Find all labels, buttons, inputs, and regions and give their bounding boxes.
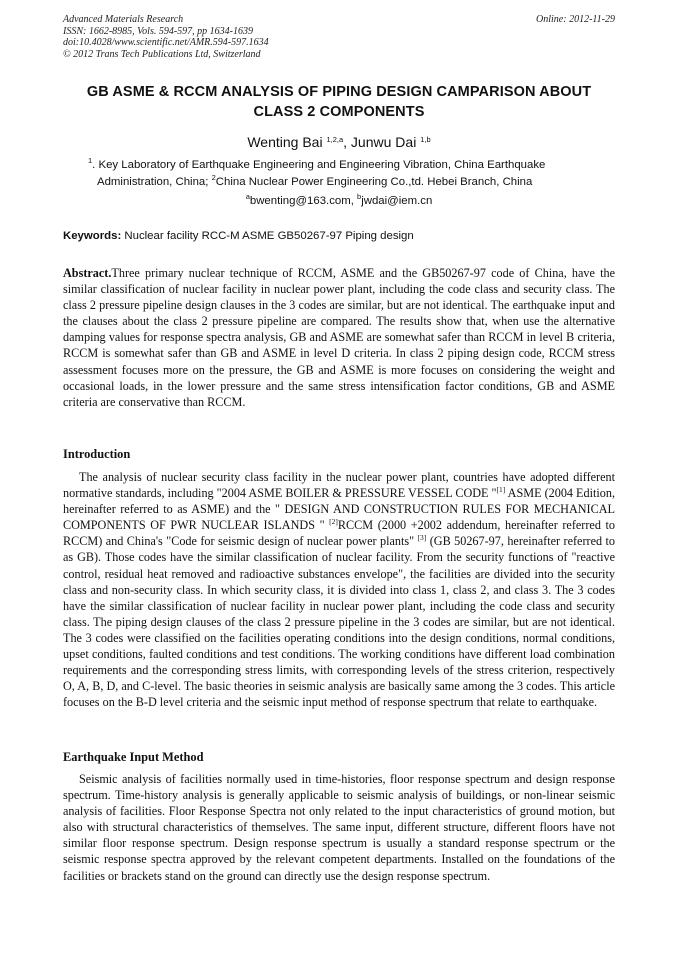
- author-emails: [58, 194, 620, 208]
- abstract-text: Three primary nuclear technique of RCCM, ASME and the GB50267-97 code of China, have the similar classification of nuclear facility in nuclear power plant, including the code class and security class. The class 2 pressure pipeline design clauses in the 3 codes are similar, but are not identical. The earthquake input and the clauses about the class 2 pressure pipeline are compared. The results show that, when use the alternative damping values for response spectra analysis, GB and ASME are somewhat safer than RCCM in level B criteria, RCCM is somewhat safer than GB and ASME in level D criteria. In class 2 piping design code, RCCM stress assessment focuses more on the pressure, the GB and ASME is more focuses on considering the weight and occasional loads, in the lower pressure and the same stress intensification factor conditions, GB and ASME criteria are conservative than RCCM.: [63, 266, 615, 409]
- affiliation-1-marker: 1: [88, 156, 93, 165]
- affiliation-line-2: [88, 174, 598, 191]
- journal-issn: ISSN: 1662-8985, Vols. 594-597, pp 1634-1639: [63, 25, 253, 37]
- affiliations: [88, 157, 598, 190]
- intro-text-2: ASME (2004 Edition, hereinafter referred to as ASME) and the " DESIGN AND CONSTRUCTION RULES FOR MECHANICAL COMPONENTS OF PWR NUCLEAR ISLANDS ": [63, 486, 615, 533]
- keywords: [63, 229, 615, 243]
- author-list: [58, 133, 620, 151]
- earthquake-heading: Earthquake Input Method: [63, 750, 204, 764]
- journal-doi: doi:10.4028/www.scientific.net/AMR.594-597.1634: [63, 37, 269, 48]
- keywords-text: Nuclear facility RCC-M ASME GB50267-97 Piping design: [121, 230, 414, 242]
- citation-3: [3]: [417, 533, 427, 543]
- email-b-marker: b: [357, 192, 362, 201]
- introduction-heading: Introduction: [63, 447, 131, 461]
- earthquake-paragraph: Seismic analysis of facilities normally used in time-histories, floor response spectrum and design response spectrum. Time-history analysis is generally applicable to seismic analysis of buildings, or non-linear seismic analysis of facilities. Floor Response Spectra not only related to the input characteristics of ground motion, but also with structural characteristics of themselves. The same input, different structure, different floors have not similar floor response spectrum. Design response spectrum is usually a standard response spectrum or the seismic response spectra approved by the relevant competent departments. Installed on the foundations of the facilities or brackets stand on the ground can directly use the design response spectrum.: [63, 772, 615, 883]
- author-2-affil-marker: 1,b: [420, 135, 431, 144]
- paper-title: [58, 82, 620, 122]
- author-2-name: , Junwu Dai: [343, 134, 421, 150]
- email-a-marker: a: [245, 192, 250, 201]
- paper-title-line-2: CLASS 2 COMPONENTS: [253, 104, 425, 120]
- intro-text-4: (GB 50267-97, hereinafter referred to as GB). Those codes have the similar classification of nuclear facility. From the security functions of "reactive control, residual heat removed and radioactive substances envelope", the facilities are divided into the security class and non-security class. In which security class, it is divided into class 1, class 2, and class 3. The 3 codes have the similar classification of nuclear facility in nuclear power plant, including the code class and security class. The piping design clauses of the class 2 pressure pipeline in the 3 codes are similar, but are not identical. The 3 codes were classified on the facilities operating conditions into the design conditions, normal conditions, upset conditions, faulted conditions and test conditions. The working conditions have different load combination requirements and the corresponding stress limits, with corresponding levels of the stress criterion, respectively O, A, B, D, and C-level. The basic theories in seismic analysis are basically same among the 3 codes. This article focuses on the B-D level criteria and the seismic input method of response spectrum that relate to earthquake.: [63, 534, 615, 710]
- paper-title-line-1: GB ASME & RCCM ANALYSIS OF PIPING DESIGN CAMPARISON ABOUT: [86, 84, 592, 100]
- abstract-label: Abstract.: [63, 266, 112, 280]
- introduction-paragraph: [63, 469, 615, 710]
- author-1-affil-marker: 1,2,a: [326, 135, 344, 144]
- affiliation-1-text-cont: Administration, China;: [97, 175, 212, 188]
- intro-text-1: The analysis of nuclear security class facility in the nuclear power plant, countries have adopted different normative standards, including "2004 ASME BOILER & PRESSURE VESSEL CODE ": [63, 470, 615, 501]
- affiliation-2-marker: 2: [211, 172, 216, 182]
- journal-copyright: © 2012 Trans Tech Publications Ltd, Switzerland: [63, 48, 261, 60]
- journal-name: Advanced Materials Research: [63, 14, 184, 25]
- keywords-label: Keywords:: [63, 230, 122, 242]
- affiliation-1-text: . Key Laboratory of Earthquake Engineering and Engineering Vibration, China Earthquake: [92, 159, 546, 171]
- citation-1: [1]: [496, 485, 506, 495]
- email-b: jwdai@iem.cn: [361, 195, 433, 207]
- citation-2: [2]: [329, 517, 338, 527]
- abstract: [63, 265, 615, 410]
- online-date: Online: 2012-11-29: [536, 14, 615, 25]
- affiliation-line-1: [88, 157, 598, 174]
- author-1-name: Wenting Bai: [247, 134, 327, 150]
- email-a: bwenting@163.com,: [249, 195, 358, 207]
- affiliation-2-text: China Nuclear Power Engineering Co.,td. Hebei Branch, China: [215, 175, 533, 188]
- intro-text-3: RCCM (2000 +2002 addendum, hereinafter referred to RCCM) and China's "Code for seismic design of nuclear power plants": [63, 518, 615, 549]
- journal-header: [63, 14, 615, 60]
